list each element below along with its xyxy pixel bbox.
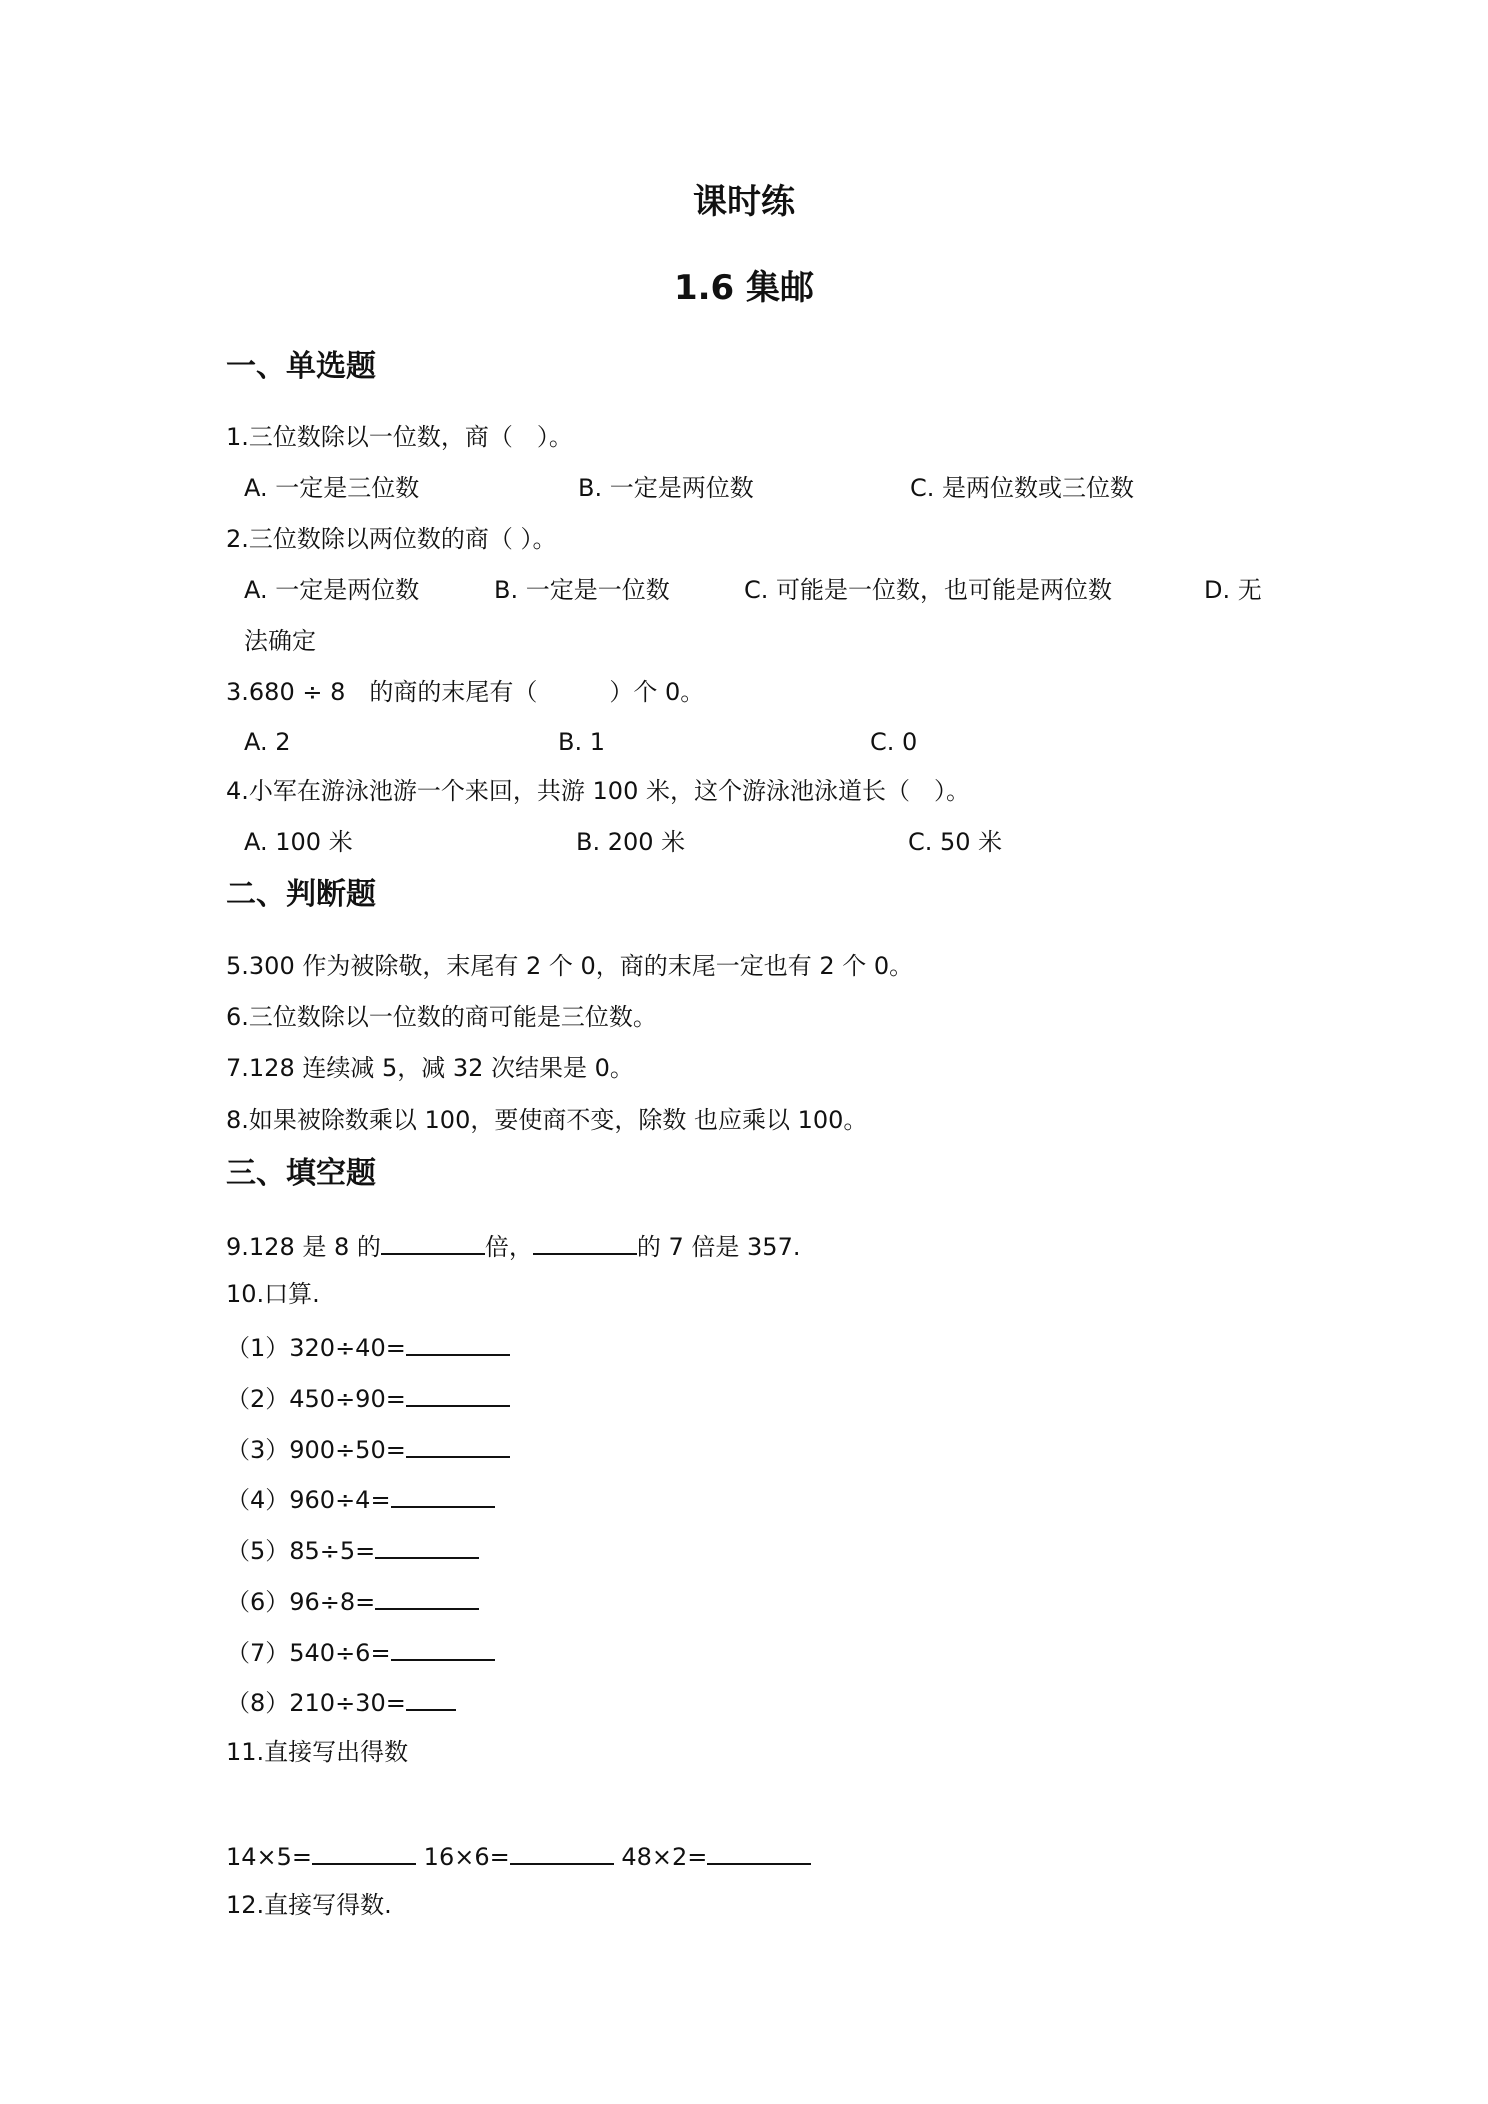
answer-blank[interactable] — [312, 1839, 416, 1865]
q10-item-label: （5）85÷5= — [226, 1537, 376, 1565]
q9-part-3: 的 7 倍是 357. — [636, 1233, 801, 1261]
q10-item — [226, 1482, 495, 1515]
q11-expression: 14×5= — [226, 1843, 313, 1871]
answer-blank[interactable] — [533, 1229, 637, 1255]
q2-option-d: D. 无 — [1204, 576, 1262, 604]
page-subtitle: 1.6 集邮 — [673, 268, 815, 308]
question-7: 7.128 连续减 5，减 32 次结果是 0。 — [226, 1054, 634, 1082]
question-5: 5.300 作为被除敬，末尾有 2 个 0，商的末尾一定也有 2 个 0。 — [226, 952, 914, 980]
answer-blank[interactable] — [707, 1839, 811, 1865]
q3-option-b: B. 1 — [558, 728, 605, 756]
question-3: 3.680 ÷ 8 的商的末尾有（ ）个 0。 — [226, 678, 705, 706]
q2-option-d-continued: 法确定 — [244, 627, 316, 655]
q4-option-a: A. 100 米 — [244, 828, 353, 856]
q2-option-a: A. 一定是两位数 — [244, 576, 420, 604]
answer-blank[interactable] — [406, 1330, 510, 1356]
q10-item — [226, 1533, 479, 1566]
q10-item — [226, 1381, 510, 1414]
q3-option-a: A. 2 — [244, 728, 291, 756]
q10-item-label: （7）540÷6= — [226, 1639, 391, 1667]
q11-expressions — [226, 1839, 811, 1872]
q1-option-c: C. 是两位数或三位数 — [910, 474, 1135, 502]
answer-blank[interactable] — [510, 1839, 614, 1865]
answer-blank[interactable] — [375, 1584, 479, 1610]
q4-option-b: B. 200 米 — [576, 828, 686, 856]
answer-blank[interactable] — [406, 1381, 510, 1407]
q11-expression: 16×6= — [423, 1843, 510, 1871]
section-heading-fill-blank: 三、填空题 — [226, 1156, 376, 1191]
q10-item — [226, 1685, 456, 1718]
q1-option-b: B. 一定是两位数 — [578, 474, 754, 502]
q10-item — [226, 1584, 479, 1617]
q1-option-a: A. 一定是三位数 — [244, 474, 420, 502]
question-2: 2.三位数除以两位数的商（ ）。 — [226, 525, 557, 553]
answer-blank[interactable] — [391, 1635, 495, 1661]
section-heading-true-false: 二、判断题 — [226, 877, 376, 912]
q4-option-c: C. 50 米 — [908, 828, 1003, 856]
question-1: 1.三位数除以一位数，商（ ）。 — [226, 423, 573, 451]
answer-blank[interactable] — [391, 1482, 495, 1508]
q10-item — [226, 1635, 495, 1668]
q10-item-label: （6）96÷8= — [226, 1588, 376, 1616]
question-9 — [226, 1229, 800, 1262]
page-title: 课时练 — [693, 182, 795, 222]
q10-item-label: （4）960÷4= — [226, 1486, 391, 1514]
q11-expression: 48×2= — [621, 1843, 708, 1871]
q2-option-c: C. 可能是一位数，也可能是两位数 — [744, 576, 1113, 604]
question-11: 11.直接写出得数 — [226, 1738, 409, 1766]
q10-item — [226, 1432, 510, 1465]
question-4: 4.小军在游泳池游一个来回，共游 100 米，这个游泳池泳道长（ ）。 — [226, 777, 970, 805]
answer-blank[interactable] — [375, 1533, 479, 1559]
question-12: 12.直接写得数. — [226, 1891, 392, 1919]
question-8: 8.如果被除数乘以 100，要使商不变，除数 也应乘以 100。 — [226, 1106, 868, 1134]
answer-blank[interactable] — [406, 1432, 510, 1458]
q10-item-label: （3）900÷50= — [226, 1436, 406, 1464]
q10-item — [226, 1330, 510, 1363]
section-heading-single-choice: 一、单选题 — [226, 349, 376, 384]
q9-part-2: 倍， — [484, 1233, 533, 1261]
q2-option-b: B. 一定是一位数 — [494, 576, 670, 604]
q3-option-c: C. 0 — [870, 728, 918, 756]
question-6: 6.三位数除以一位数的商可能是三位数。 — [226, 1003, 657, 1031]
answer-blank[interactable] — [381, 1229, 485, 1255]
q9-part-1: 9.128 是 8 的 — [226, 1233, 381, 1261]
q10-item-label: （1）320÷40= — [226, 1334, 406, 1362]
question-10: 10.口算. — [226, 1280, 320, 1308]
answer-blank[interactable] — [406, 1685, 456, 1711]
q10-item-label: （8）210÷30= — [226, 1689, 406, 1717]
q10-item-label: （2）450÷90= — [226, 1385, 406, 1413]
